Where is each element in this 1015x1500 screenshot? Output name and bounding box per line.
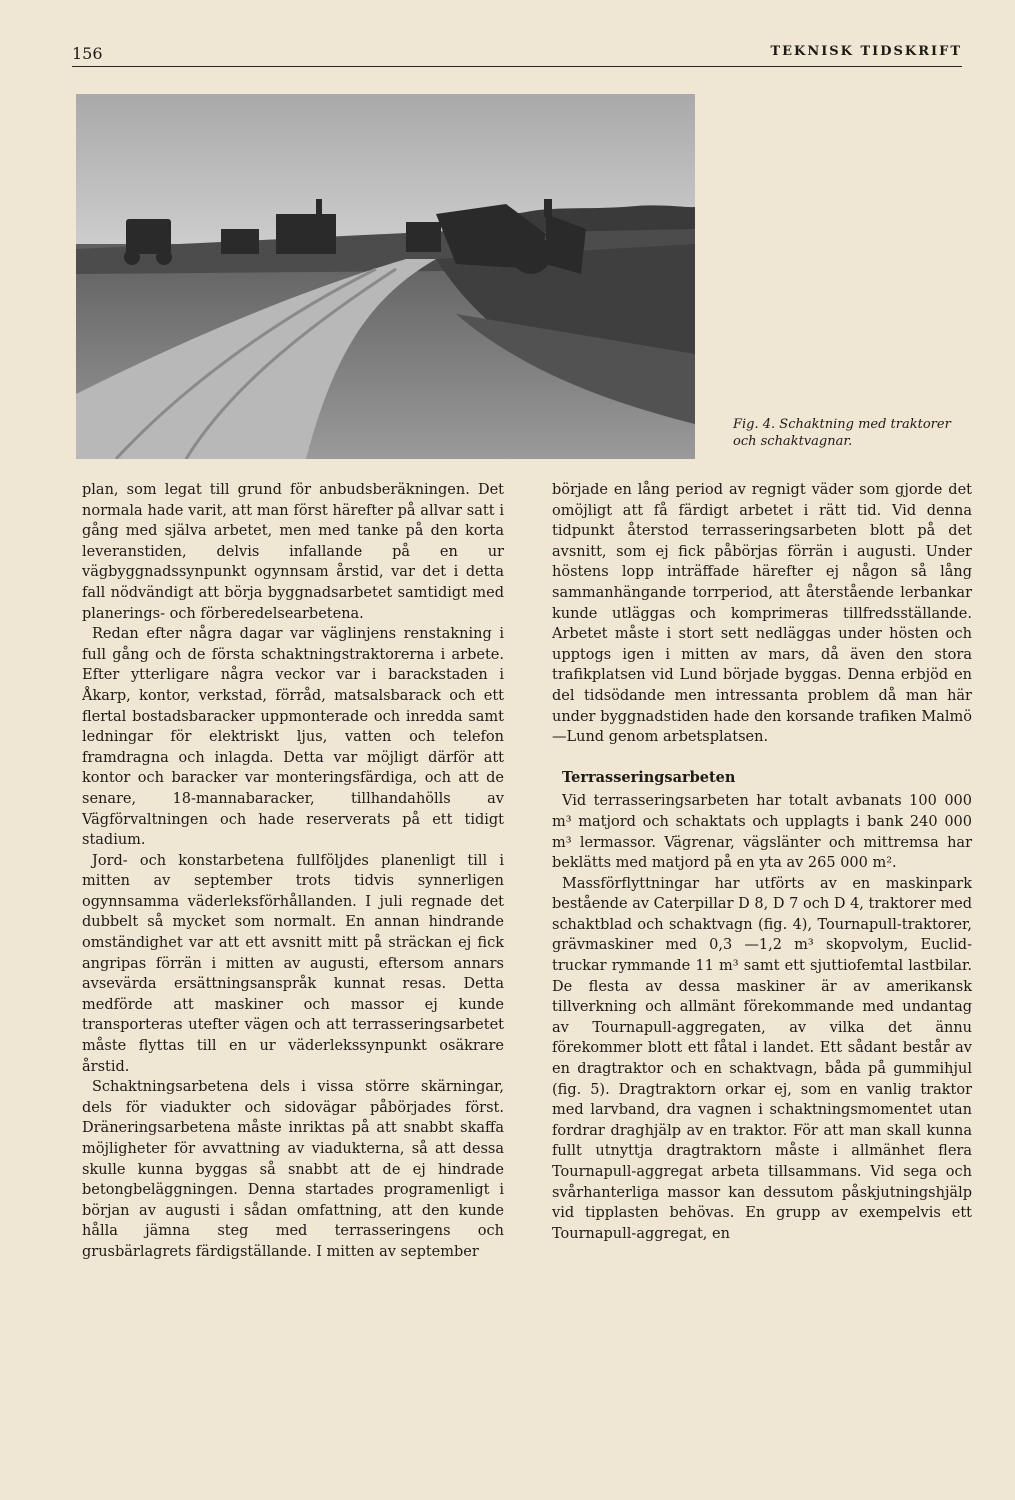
journal-title: TEKNISK TIDSKRIFT <box>770 44 962 59</box>
left-paragraph-1: plan, som legat till grund för anbudsberäkningen. Det normala hade varit, att man först härefter på allvar satt i gång med själva arbetet, men med tanke på den korta leveranstiden, delvis infallande på en ur vägbyggnadssynpunkt ogynnsam årstid, var det i detta fall nödvändigt att börja byggnadsarbetet samtidigt med planerings- och förberedelsearbetena. <box>82 482 504 622</box>
left-paragraph-3: Jord- och konstarbetena fullföljdes planenligt till i mitten av september trots tidvis synnerligen ogynnsamma väderleksförhållanden. I juli regnade det dubbelt så mycket som normalt. En annan hindrande omständighet var att ett avsnitt mitt på sträckan ej fick angripas förrän i mitten av augusti, eftersom annars avsevärda ersättningsanspråk kunnat resas. Detta medförde att maskiner och massor ej kunde transporteras utefter vägen och att terrasseringsarbetet måste flyttas till en ur väderlekssynpunkt osäkrare årstid. <box>82 852 504 1075</box>
page-header <box>72 44 962 72</box>
caption-line-2: och schaktvagnar. <box>733 434 853 449</box>
section-heading: Terrasseringsarbeten <box>562 768 736 786</box>
header-rule <box>72 66 962 67</box>
right-paragraph-3: Massförflyttningar har utförts av en maskinpark bestående av Caterpillar D 8, D 7 och D 4, traktorer med schaktblad och schaktvagn (fig. 4), Tournapull-traktorer, grävmaskiner med 0,3 —1,2 m³ skopvolym, Euclid-truckar rymmande 11 m³ samt ett sjuttiofemtal lastbilar. De flesta av dessa maskiner är av amerikansk tillverkning och allmänt förekommande med undantag av Tournapull-aggregaten, av vilka det ännu förekommer blott ett fåtal i landet. Ett sådant består av en dragtraktor och en schaktvagn, båda på gummihjul (fig. 5). Dragtraktorn orkar ej, som en vanlig traktor med larvband, dra vagnen i schaktningsmomentet utan fordrar draghjälp av en traktor. För att man skall kunna fullt utnyttja dragtraktorn måste i allmänhet flera Tournapull-aggregat arbeta tillsammans. Vid sega och svårhanterliga massor kan dessutom påskjutningshjälp vid tipplasten behövas. En grupp av exempelvis ett Tournapull-aggregat, en <box>552 875 972 1242</box>
right-paragraph-2: Vid terrasseringsarbeten har totalt avbanats 100 000 m³ matjord och schaktats och upplagts i bank 240 000 m³ lermassor. Vägrenar, vägslänter och mittremsa har beklätts med matjord på en yta av 265 000 m². <box>552 793 972 872</box>
left-paragraph-4: Schaktningsarbetena dels i vissa större skärningar, dels för viadukter och sidovägar påbörjades först. Dräneringsarbetena måste inriktas på att snabbt skaffa möjligheter för avvattning av viadukterna, så att dessa skulle kunna byggas så snabbt att de ej hindrade betongbeläggningen. Denna startades programenligt i början av augusti i sådan omfattning, att den kunde hålla jämna steg med terrasseringens och grusbärlagrets färdigställande. I mitten av september <box>82 1079 504 1260</box>
caption-line-1: Fig. 4. Schaktning med traktorer <box>733 417 951 432</box>
photo-illustration <box>76 94 695 459</box>
left-paragraph-2: Redan efter några dagar var väglinjens renstakning i full gång och de första schaktningstraktorerna i arbete. Efter ytterligare några veckor var i barackstaden i Åkarp, kontor, verkstad, förråd, matsalsbarack och ett flertal bostadsbaracker uppmonterade och inredda samt ledningar för elektriskt ljus, vatten och telefon framdragna och inlagda. Detta var möjligt därför att kontor och baracker var monteringsfärdiga, och att de senare, 18-mannabaracker, tillhandahölls av Vägförvaltningen och hade reserverats på ett tidigt stadium. <box>82 626 504 849</box>
right-column <box>552 480 972 1244</box>
construction-photo <box>76 94 695 459</box>
figure-caption <box>733 416 978 450</box>
left-column <box>82 480 504 1263</box>
right-paragraph-1: började en lång period av regnigt väder som gjorde det omöjligt att få färdigt arbetet i rätt tid. Vid denna tidpunkt återstod terrasseringsarbeten blott på det avsnitt, som ej fick påbörjas förrän i augusti. Under höstens lopp inträffade härefter ej någon så lång sammanhängande torrperiod, att återstående lerbankar kunde utläggas och komprimeras tillfredsställande. Arbetet måste i stort sett nedläggas under hösten och upptogs igen i mitten av mars, då även den stora trafikplatsen vid Lund började byggas. Denna erbjöd en del tidsödande men intressanta problem då man här under byggnadstiden hade den korsande trafiken Malmö—Lund genom arbetsplatsen. <box>552 482 972 746</box>
page-number: 156 <box>72 44 103 63</box>
